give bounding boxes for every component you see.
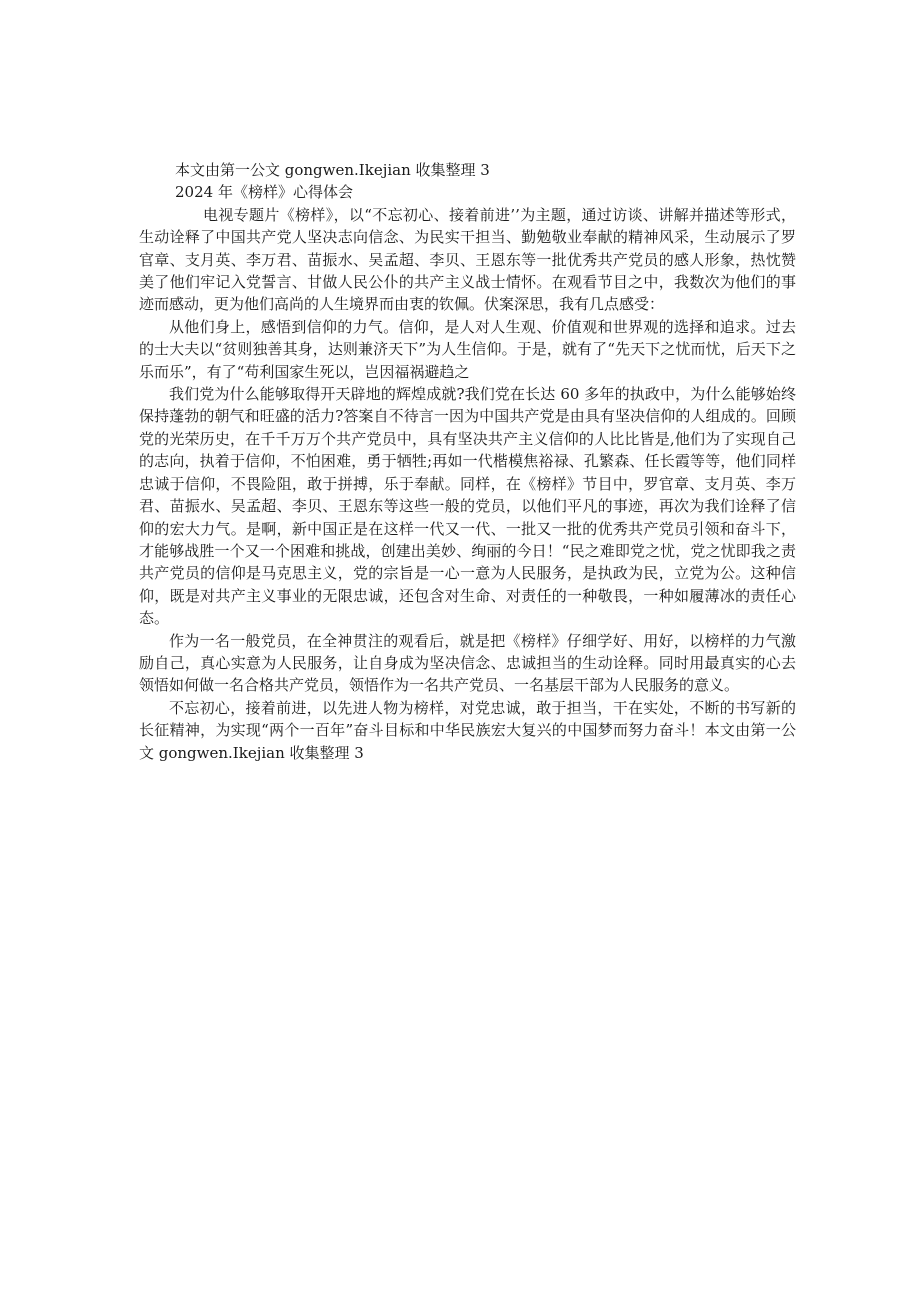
paragraph-intro: 电视专题片《榜样》，以“不忘初心、接着前进’’为主题，通过访谈、讲解并描述等形式，生动诠释了中国共产党人坚决志向信念、为民实干担当、勤勉敬业奉献的精神风采，生动展示了罗官章、支月英、李万君、苗振水、吴孟超、李贝、王恩东等一批优秀共产党员的感人形象，热忱赞美了他们牢记入党誓言、甘做人民公仆的共产主义战士情怀。在观看节目之中，我数次为他们的事迹而感动，更为他们高尚的人生境界而由衷的钦佩。伏案深思，我有几点感受：: [139, 205, 796, 314]
source-line: 本文由第一公文 gongwen.Ikejian 收集整理 3: [175, 161, 490, 179]
paragraph-faith: 从他们身上，感悟到信仰的力气。信仰，是人对人生观、价值观和世界观的选择和追求。过去的士大夫以“贫则独善其身，达则兼济天下”为人生信仰。于是，就有了“先天下之忧而忧，后天下之乐而乐”，有了“苟利国家生死以，岂因福祸避趋之: [139, 317, 796, 381]
paragraph-ordinary-member: 作为一名一般党员，在全神贯注的观看后，就是把《榜样》仔细学好、用好，以榜样的力气激励自己，真心实意为人民服务，让自身成为坚决信念、忠诚担当的生动诠释。同时用最真实的心去领悟如何做一名合格共产党员，领悟作为一名共产党员、一名基层干部为人民服务的意义。: [139, 631, 796, 695]
paragraph-party-achievements: 我们党为什么能够取得开天辟地的辉煌成就?我们党在长达 60 多年的执政中，为什么能够始终保持蓬勃的朝气和旺盛的活力?答案自不待言一因为中国共产党是由具有坚决信仰的人组成的。回顾党的光荣历史，在千千万万个共产党员中，具有坚决共产主义信仰的人比比皆是,他们为了实现自己的志向，执着于信仰，不怕困难，勇于牺牲;再如一代楷模焦裕禄、孔繁森、任长霞等等，他们同样忠诚于信仰，不畏险阻，敢于拼搏，乐于奉献。同样，在《榜样》节目中，罗官章、支月英、李万君、苗振水、吴孟超、李贝、王恩东等这些一般的党员，以他们平凡的事迹，再次为我们诠释了信仰的宏大力气。是啊，新中国正是在这样一代又一代、一批又一批的优秀共产党员引领和奋斗下，才能够战胜一个又一个困难和挑战，创建出美妙、绚丽的今日！“民之难即党之忧，党之忧即我之责共产党员的信仰是马克思主义，党的宗旨是一心一意为人民服务，是执政为民，立党为公。这种信仰，既是对共产主义事业的无限忠诚，还包含对生命、对责任的一种敬畏，一种如履薄冰的责任心态。: [139, 385, 796, 628]
paragraph-conclusion: 不忘初心，接着前进，以先进人物为榜样，对党忠诚，敢于担当，干在实处，不断的书写新的长征精神，为实现“两个一百年”奋斗目标和中华民族宏大复兴的中国梦而努力奋斗！本文由第一公文 gongwen.Ikejian 收集整理 3: [139, 698, 796, 762]
document-body: [139, 159, 796, 764]
document-title: 2024 年《榜样》心得体会: [175, 183, 353, 202]
